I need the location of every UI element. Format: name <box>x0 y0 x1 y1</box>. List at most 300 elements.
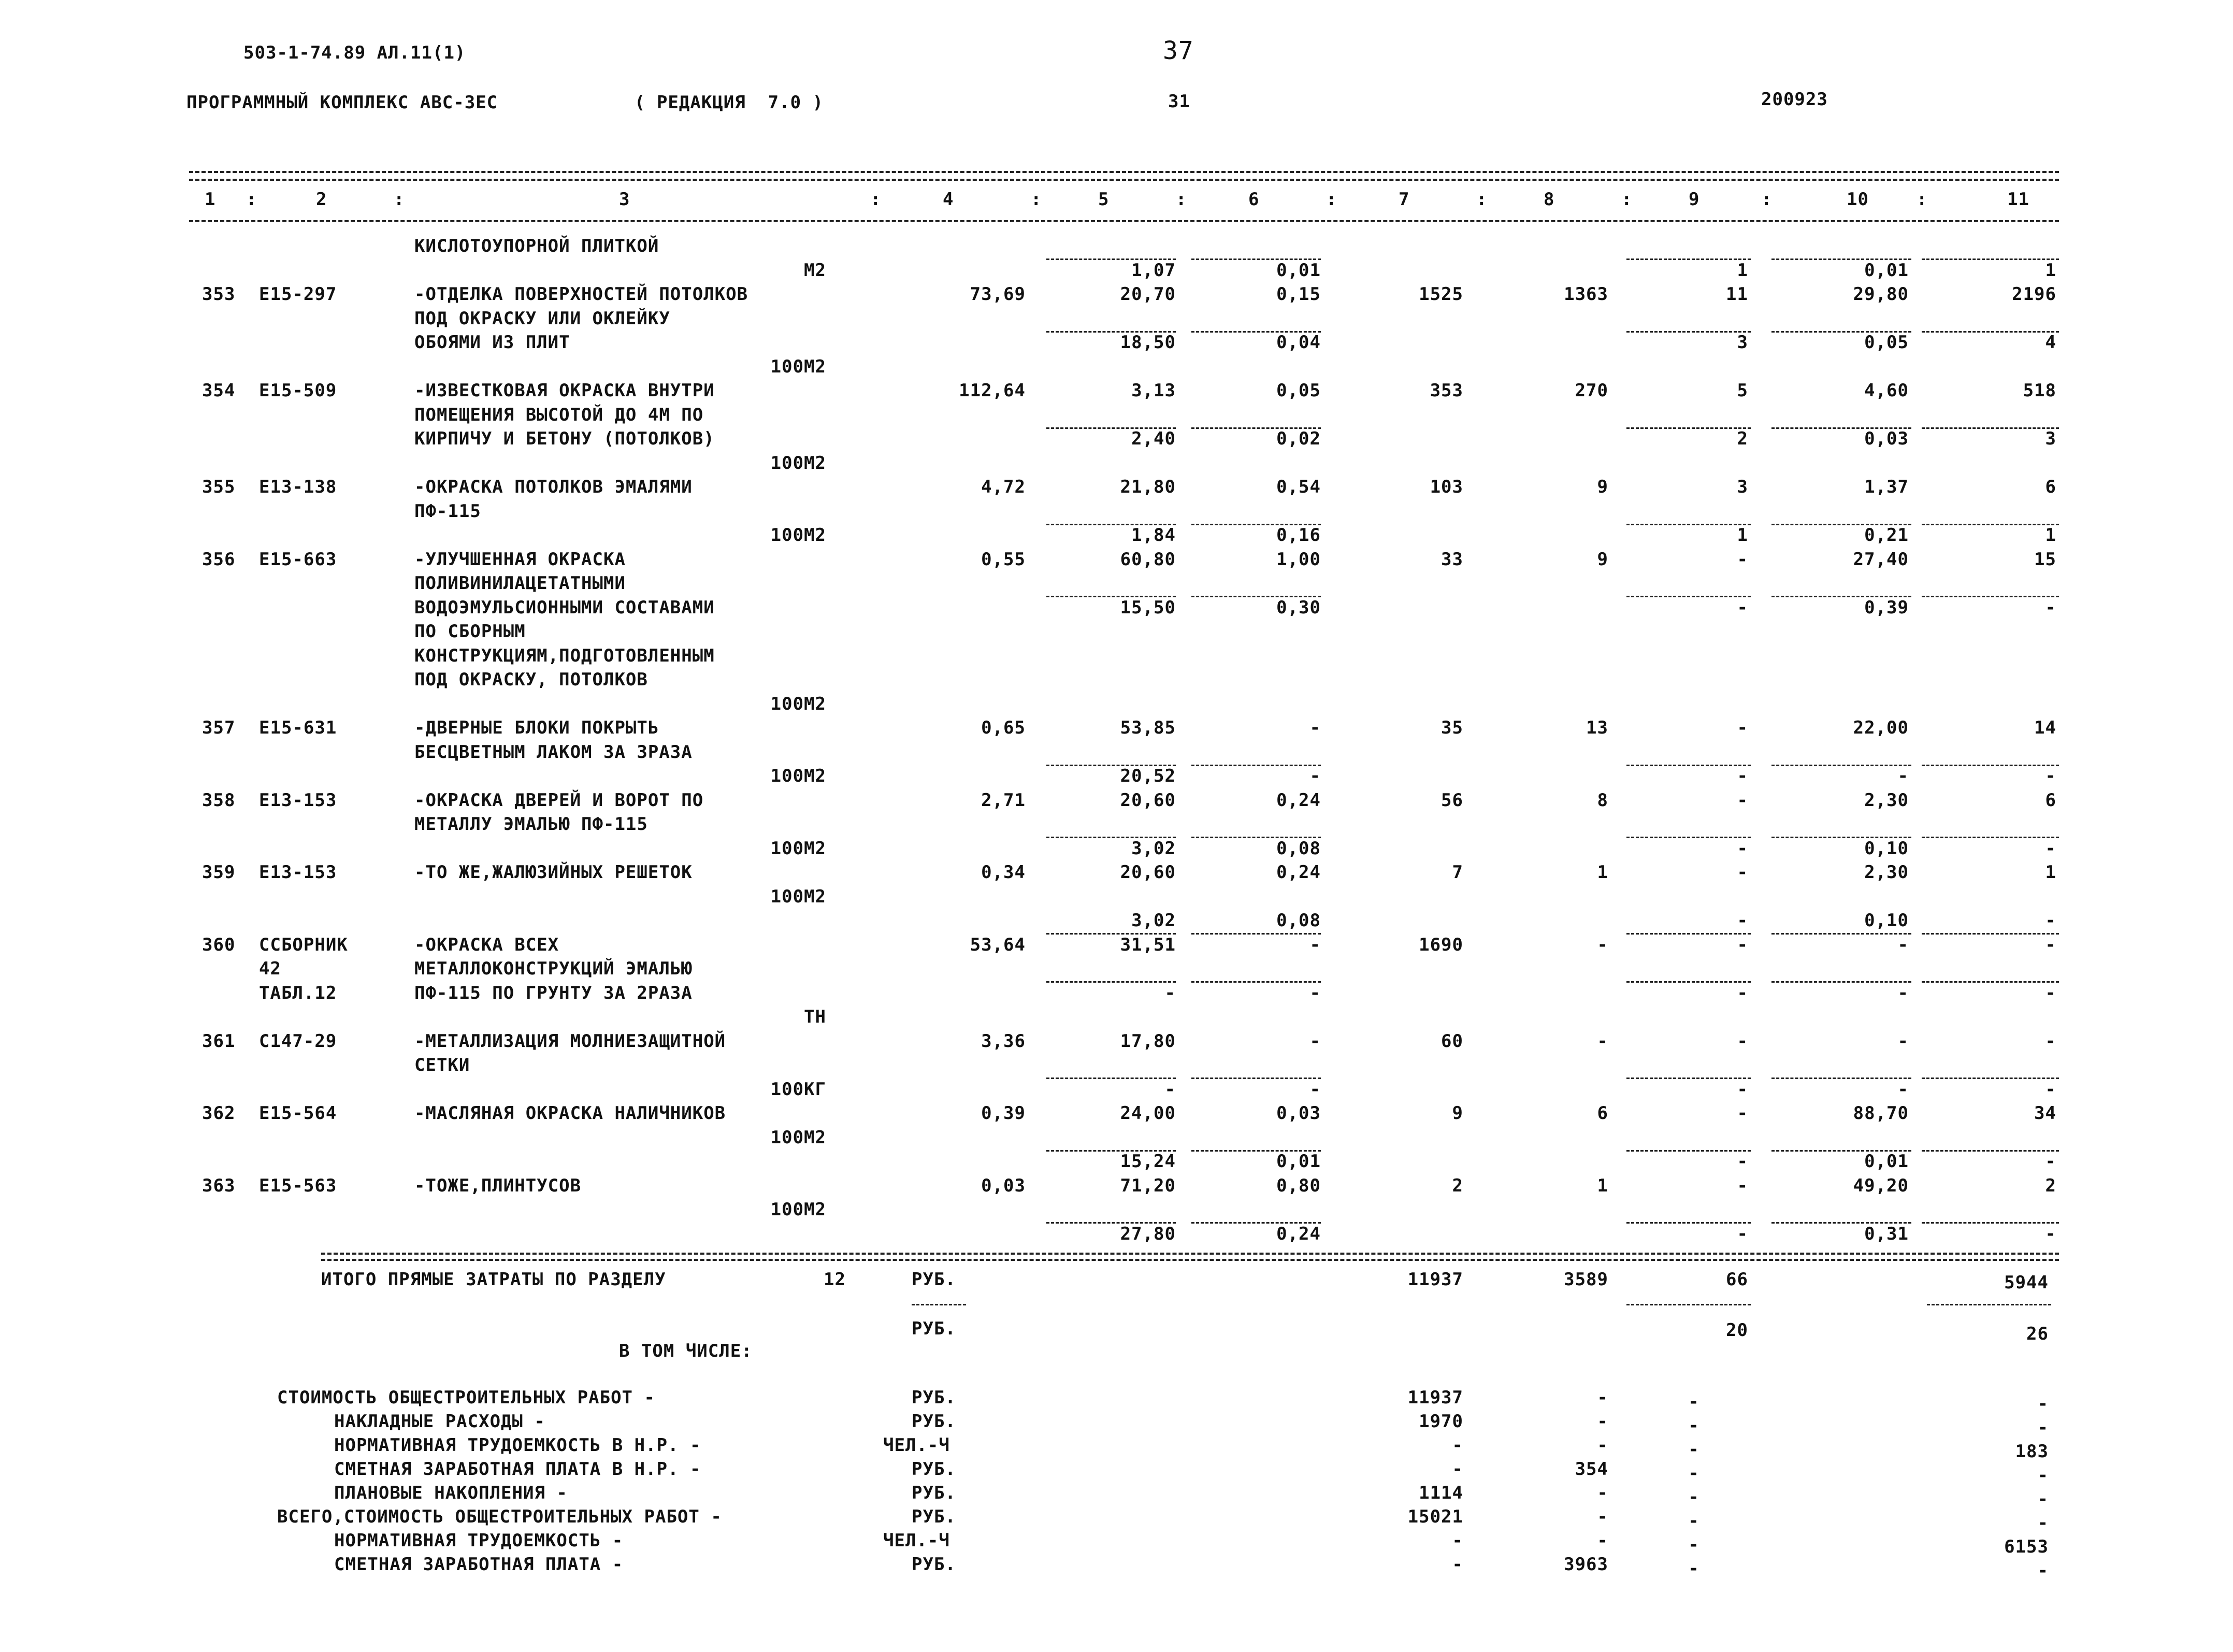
cell-c8: 270 <box>1575 380 1608 401</box>
value-separator <box>1771 524 1911 525</box>
cell-c6: 0,03 <box>1276 1103 1321 1124</box>
cell-c11: 2196 <box>2012 284 2056 305</box>
cell-c10: 1,37 <box>1864 477 1909 497</box>
cell-c6: 0,24 <box>1276 1223 1321 1244</box>
cell-desc: 100М2 <box>770 525 826 545</box>
cell-c5: 3,13 <box>1131 380 1176 401</box>
cell-no: 359 <box>202 862 236 883</box>
value-separator <box>1771 331 1911 333</box>
cell-c11: 6 <box>2045 477 2056 497</box>
cell-desc: ПОМЕЩЕНИЯ ВЫСОТОЙ ДО 4М ПО <box>414 404 704 425</box>
cell-c8: - <box>1597 934 1608 955</box>
total-c11: 5944 <box>2004 1272 2049 1293</box>
column-separator: : <box>870 189 882 210</box>
summary-c11: - <box>2037 1489 2049 1510</box>
cell-code: 42 <box>259 958 281 979</box>
summary-label: НОРМАТИВНАЯ ТРУДОЕМКОСТЬ В Н.Р. - <box>334 1435 701 1456</box>
cell-c5: 21,80 <box>1120 477 1176 497</box>
value-separator <box>1771 765 1911 766</box>
cell-c8: - <box>1597 1030 1608 1052</box>
value-separator <box>1922 1150 2059 1152</box>
value-separator <box>1191 765 1321 766</box>
summary-c9: - <box>1688 1463 1699 1484</box>
cell-desc: -ДВЕРНЫЕ БЛОКИ ПОКРЫТЬ <box>414 717 659 738</box>
cell-c11: - <box>2045 838 2056 859</box>
cell-c10: 0,01 <box>1864 1151 1909 1172</box>
summary-c7: - <box>1452 1459 1463 1479</box>
cell-c11: 1 <box>2045 260 2056 281</box>
summary-unit: РУБ. <box>912 1554 956 1575</box>
value-separator <box>1626 427 1751 429</box>
cell-c6: 0,80 <box>1276 1175 1321 1196</box>
cell-c8: 9 <box>1597 477 1608 497</box>
value-separator <box>1046 331 1176 333</box>
value-separator <box>1191 933 1321 935</box>
value-separator <box>1046 596 1176 597</box>
cell-no: 357 <box>202 717 236 738</box>
cell-c4: 112,64 <box>959 380 1026 401</box>
summary-c11: - <box>2037 1513 2049 1533</box>
value-separator <box>1771 933 1911 935</box>
cell-c10: - <box>1897 1030 1909 1052</box>
cell-c7: 7 <box>1452 862 1463 883</box>
cell-c9: 11 <box>1726 284 1748 305</box>
summary-unit: РУБ. <box>912 1411 956 1432</box>
cell-c6: - <box>1309 1030 1321 1052</box>
cell-c7: 9 <box>1452 1103 1463 1124</box>
cell-c6: 0,24 <box>1276 862 1321 883</box>
cell-c8: 9 <box>1597 549 1608 570</box>
cell-desc: -ОТДЕЛКА ПОВЕРХНОСТЕЙ ПОТОЛКОВ <box>414 284 748 305</box>
cell-c11: - <box>2045 1151 2056 1172</box>
cell-c9: - <box>1737 1151 1748 1172</box>
cell-desc: -ТОЖЕ,ПЛИНТУСОВ <box>414 1175 582 1196</box>
value-separator <box>1771 427 1911 429</box>
summary-label: СТОИМОСТЬ ОБЩЕСТРОИТЕЛЬНЫХ РАБОТ - <box>277 1387 655 1408</box>
summary-c8: - <box>1597 1506 1608 1527</box>
value-separator <box>1922 524 2059 525</box>
cell-c6: - <box>1309 982 1321 1003</box>
cell-c5: 20,60 <box>1120 789 1176 811</box>
cell-c6: - <box>1309 1079 1321 1100</box>
summary-c7: 1114 <box>1419 1483 1463 1503</box>
total-c11b: 26 <box>2026 1324 2049 1344</box>
summary-c7: 1970 <box>1419 1411 1463 1432</box>
summary-c8: - <box>1597 1411 1608 1432</box>
cell-c6: 0,16 <box>1276 525 1321 545</box>
value-separator <box>1626 933 1751 935</box>
cell-c7: 56 <box>1441 789 1463 811</box>
cell-c8: 13 <box>1586 717 1608 738</box>
total-unit-2: РУБ. <box>912 1318 956 1339</box>
cell-no: 356 <box>202 549 236 570</box>
cell-c11: 3 <box>2045 428 2056 449</box>
column-number: 1 <box>205 189 216 210</box>
value-separator <box>1046 765 1176 766</box>
cell-c4: 2,71 <box>981 789 1026 811</box>
value-separator <box>1191 331 1321 333</box>
cell-c5: 27,80 <box>1120 1223 1176 1244</box>
column-number: 7 <box>1399 189 1410 210</box>
summary-label: СМЕТНАЯ ЗАРАБОТНАЯ ПЛАТА В Н.Р. - <box>334 1459 701 1479</box>
table-header-rule <box>189 220 2059 222</box>
total-c7: 11937 <box>1407 1269 1463 1290</box>
value-separator <box>1191 524 1321 525</box>
value-separator <box>1922 765 2059 766</box>
summary-c7: - <box>1452 1554 1463 1575</box>
cell-code: Е15-631 <box>259 717 337 738</box>
value-separator <box>1922 1222 2059 1224</box>
cell-c4: 0,55 <box>981 549 1026 570</box>
value-separator <box>1771 258 1911 260</box>
cell-c7: 103 <box>1430 477 1463 497</box>
value-separator <box>1922 427 2059 429</box>
value-separator <box>1046 837 1176 838</box>
value-separator <box>1771 596 1911 597</box>
value-separator <box>1191 1150 1321 1152</box>
doc-code: 503-1-74.89 АЛ.11(1) <box>243 42 466 63</box>
cell-c5: 31,51 <box>1120 934 1176 955</box>
cell-c9: - <box>1737 766 1748 786</box>
cell-c11: - <box>2045 1030 2056 1052</box>
cell-code: Е15-663 <box>259 549 337 570</box>
value-separator <box>1922 837 2059 838</box>
cell-c9: - <box>1737 789 1748 811</box>
cell-c7: 353 <box>1430 380 1463 401</box>
total-label: ИТОГО ПРЯМЫЕ ЗАТРАТЫ ПО РАЗДЕЛУ <box>321 1269 666 1290</box>
cell-desc: 100М2 <box>770 693 826 714</box>
summary-c9: - <box>1688 1534 1699 1555</box>
cell-desc: 100М2 <box>770 356 826 377</box>
cell-desc: 100КГ <box>770 1079 826 1100</box>
cell-desc: ПО СБОРНЫМ <box>414 621 526 642</box>
summary-c11: - <box>2037 1560 2049 1581</box>
cell-c10: 0,01 <box>1864 260 1909 281</box>
cell-desc: -УЛУЧШЕННАЯ ОКРАСКА <box>414 549 626 570</box>
cell-c5: - <box>1164 982 1176 1003</box>
column-number: 10 <box>1847 189 1869 210</box>
value-separator <box>1046 1150 1176 1152</box>
cell-c10: 0,05 <box>1864 332 1909 353</box>
total-unit-rule <box>912 1304 966 1305</box>
cell-c4: 0,39 <box>981 1103 1026 1124</box>
total-c9: 66 <box>1726 1269 1748 1290</box>
cell-desc: ОБОЯМИ ИЗ ПЛИТ <box>414 332 570 353</box>
value-separator <box>1191 596 1321 597</box>
cell-c10: 0,10 <box>1864 838 1909 859</box>
cell-no: 354 <box>202 380 236 401</box>
value-separator <box>1191 837 1321 838</box>
column-separator: : <box>1917 189 1928 210</box>
summary-c11: - <box>2037 1465 2049 1486</box>
summary-unit: РУБ. <box>912 1506 956 1527</box>
value-separator <box>1626 258 1751 260</box>
value-separator <box>1626 1222 1751 1224</box>
value-separator <box>1626 331 1751 333</box>
cell-c8: 1 <box>1597 862 1608 883</box>
cell-desc: -ИЗВЕСТКОВАЯ ОКРАСКА ВНУТРИ <box>414 380 715 401</box>
sheet-number: 37 <box>1163 36 1194 65</box>
value-separator <box>1046 524 1176 525</box>
value-separator <box>1046 933 1176 935</box>
table-top-rule-2 <box>189 179 2059 181</box>
summary-c7: 15021 <box>1407 1506 1463 1527</box>
cell-c11: - <box>2045 766 2056 786</box>
column-number: 8 <box>1544 189 1555 210</box>
cell-no: 353 <box>202 284 236 305</box>
column-number: 9 <box>1689 189 1700 210</box>
cell-no: 363 <box>202 1175 236 1196</box>
column-number: 4 <box>943 189 954 210</box>
cell-c4: 0,34 <box>981 862 1026 883</box>
cell-c6: 1,00 <box>1276 549 1321 570</box>
cell-c7: 1525 <box>1419 284 1463 305</box>
cell-c10: 49,20 <box>1853 1175 1909 1196</box>
cell-c9: 3 <box>1737 332 1748 353</box>
cell-c5: 2,40 <box>1131 428 1176 449</box>
cell-c9: - <box>1737 1030 1748 1052</box>
cell-c10: 0,31 <box>1864 1223 1909 1244</box>
column-separator: : <box>1031 189 1042 210</box>
summary-c11: 6153 <box>2004 1536 2049 1557</box>
value-separator <box>1771 981 1911 983</box>
cell-code: Е15-297 <box>259 284 337 305</box>
cell-code: Е13-153 <box>259 862 337 883</box>
cell-c5: 20,70 <box>1120 284 1176 305</box>
summary-c11: - <box>2037 1417 2049 1438</box>
doc-id: 200923 <box>1761 89 1828 110</box>
cell-c11: 34 <box>2034 1103 2056 1124</box>
cell-c10: 2,30 <box>1864 789 1909 811</box>
cell-c5: 1,84 <box>1131 525 1176 545</box>
cell-c9: - <box>1737 910 1748 931</box>
cell-c5: 24,00 <box>1120 1103 1176 1124</box>
summary-c7: 11937 <box>1407 1387 1463 1408</box>
summary-unit: РУБ. <box>912 1387 956 1408</box>
cell-c7: 60 <box>1441 1030 1463 1052</box>
cell-desc: КИРПИЧУ И БЕТОНУ (ПОТОЛКОВ) <box>414 428 715 449</box>
summary-c9: - <box>1688 1391 1699 1412</box>
cell-c5: 60,80 <box>1120 549 1176 570</box>
cell-c9: - <box>1737 1223 1748 1244</box>
cell-c4: 0,03 <box>981 1175 1026 1196</box>
value-separator <box>1771 1222 1911 1224</box>
cell-c4: 3,36 <box>981 1030 1026 1052</box>
cell-c10: 4,60 <box>1864 380 1909 401</box>
cell-desc: -ТО ЖЕ,ЖАЛЮЗИЙНЫХ РЕШЕТОК <box>414 862 693 883</box>
cell-desc: СЕТКИ <box>414 1055 470 1075</box>
cell-desc: 100М2 <box>770 766 826 786</box>
cell-desc: КИСЛОТОУПОРНОЙ ПЛИТКОЙ <box>414 236 659 256</box>
cell-c11: 1 <box>2045 862 2056 883</box>
summary-unit: РУБ. <box>912 1459 956 1479</box>
summary-unit: ЧЕЛ.-Ч <box>883 1530 950 1551</box>
cell-c7: 35 <box>1441 717 1463 738</box>
cell-c6: 0,01 <box>1276 260 1321 281</box>
cell-no: 362 <box>202 1103 236 1124</box>
summary-label: НАКЛАДНЫЕ РАСХОДЫ - <box>334 1411 545 1432</box>
cell-c9: - <box>1737 1079 1748 1100</box>
value-separator <box>1771 1078 1911 1079</box>
page-number: 31 <box>1168 91 1190 112</box>
cell-code: Е13-138 <box>259 477 337 497</box>
cell-c4: 4,72 <box>981 477 1026 497</box>
value-separator <box>1191 258 1321 260</box>
value-separator <box>1771 1150 1911 1152</box>
cell-c10: 0,21 <box>1864 525 1909 545</box>
cell-c6: 0,05 <box>1276 380 1321 401</box>
summary-c8: 3963 <box>1564 1554 1608 1575</box>
cell-c11: - <box>2045 910 2056 931</box>
cell-desc: 100М2 <box>770 452 826 473</box>
cell-c10: 0,03 <box>1864 428 1909 449</box>
summary-c7: - <box>1452 1530 1463 1551</box>
value-separator <box>1046 981 1176 983</box>
cell-desc: ПОЛИВИНИЛАЦЕТАТНЫМИ <box>414 573 626 594</box>
value-separator <box>1626 981 1751 983</box>
value-separator <box>1046 427 1176 429</box>
cell-desc: ПОД ОКРАСКУ, ПОТОЛКОВ <box>414 669 648 690</box>
cell-c5: 3,02 <box>1131 838 1176 859</box>
cell-c11: - <box>2045 982 2056 1003</box>
column-number: 11 <box>2007 189 2029 210</box>
cell-c5: 17,80 <box>1120 1030 1176 1052</box>
cell-c5: 15,24 <box>1120 1151 1176 1172</box>
column-number: 5 <box>1098 189 1110 210</box>
value-separator <box>1922 933 2059 935</box>
cell-c11: - <box>2045 934 2056 955</box>
cell-c5: 1,07 <box>1131 260 1176 281</box>
cell-code: ТАБЛ.12 <box>259 982 337 1003</box>
edition: ( РЕДАКЦИЯ 7.0 ) <box>635 92 824 113</box>
value-separator <box>1771 837 1911 838</box>
summary-c8: - <box>1597 1387 1608 1408</box>
cell-c5: 20,60 <box>1120 862 1176 883</box>
value-separator <box>1191 1078 1321 1079</box>
cell-c10: 0,10 <box>1864 910 1909 931</box>
value-separator <box>1191 427 1321 429</box>
cell-code: Е13-153 <box>259 789 337 811</box>
cell-desc: 100М2 <box>770 886 826 907</box>
cell-c9: - <box>1737 838 1748 859</box>
cell-c7: 1690 <box>1419 934 1463 955</box>
cell-no: 358 <box>202 789 236 811</box>
cell-code: Е15-563 <box>259 1175 337 1196</box>
cell-c5: 3,02 <box>1131 910 1176 931</box>
table-bottom-rule-2 <box>321 1259 2059 1261</box>
cell-c6: 0,01 <box>1276 1151 1321 1172</box>
value-separator <box>1046 1222 1176 1224</box>
cell-no: 360 <box>202 934 236 955</box>
cell-c9: 5 <box>1737 380 1748 401</box>
cell-c7: 2 <box>1452 1175 1463 1196</box>
summary-c7: - <box>1452 1435 1463 1456</box>
cell-c6: 0,02 <box>1276 428 1321 449</box>
cell-c5: 18,50 <box>1120 332 1176 353</box>
value-separator <box>1191 1222 1321 1224</box>
cell-desc: -ОКРАСКА ПОТОЛКОВ ЭМАЛЯМИ <box>414 477 693 497</box>
cell-desc: МЕТАЛЛОКОНСТРУКЦИЙ ЭМАЛЬЮ <box>414 958 693 979</box>
total-section: 12 <box>824 1269 846 1290</box>
cell-c11: 518 <box>2023 380 2056 401</box>
cell-c6: 0,30 <box>1276 597 1321 618</box>
cell-c10: - <box>1897 982 1909 1003</box>
cell-desc: БЕСЦВЕТНЫМ ЛАКОМ ЗА 3РАЗА <box>414 741 693 763</box>
total-c9b: 20 <box>1726 1320 1748 1341</box>
cell-c5: 53,85 <box>1120 717 1176 738</box>
value-separator <box>1626 837 1751 838</box>
column-separator: : <box>1176 189 1187 210</box>
column-number: 3 <box>619 189 630 210</box>
cell-c6: 0,04 <box>1276 332 1321 353</box>
cell-c11: 15 <box>2034 549 2056 570</box>
column-separator: : <box>1326 189 1337 210</box>
value-separator <box>1922 331 2059 333</box>
column-number: 2 <box>316 189 327 210</box>
cell-c5: - <box>1164 1079 1176 1100</box>
summary-label: СМЕТНАЯ ЗАРАБОТНАЯ ПЛАТА - <box>334 1554 624 1575</box>
summary-unit: ЧЕЛ.-Ч <box>883 1435 950 1456</box>
value-separator <box>1626 1078 1751 1079</box>
cell-code: ССБОРНИК <box>259 934 348 955</box>
cell-c6: - <box>1309 717 1321 738</box>
cell-c10: - <box>1897 766 1909 786</box>
cell-c11: - <box>2045 1223 2056 1244</box>
cell-c9: - <box>1737 597 1748 618</box>
cell-c11: - <box>2045 1079 2056 1100</box>
cell-desc: ТН <box>804 1007 826 1027</box>
cell-c8: 8 <box>1597 789 1608 811</box>
cell-c9: - <box>1737 982 1748 1003</box>
column-separator: : <box>1761 189 1773 210</box>
cell-desc: ПФ-115 ПО ГРУНТУ ЗА 2РАЗА <box>414 982 693 1003</box>
total-c8: 3589 <box>1564 1269 1608 1290</box>
value-separator <box>1626 524 1751 525</box>
summary-label: НОРМАТИВНАЯ ТРУДОЕМКОСТЬ - <box>334 1530 624 1551</box>
cell-desc: ПФ-115 <box>414 500 481 522</box>
total-c9-rule <box>1626 1304 1751 1305</box>
value-separator <box>1922 981 2059 983</box>
cell-c9: - <box>1737 934 1748 955</box>
summary-c8: 354 <box>1575 1459 1608 1479</box>
cell-c5: 71,20 <box>1120 1175 1176 1196</box>
value-separator <box>1922 1078 2059 1079</box>
cell-desc: МЕТАЛЛУ ЭМАЛЬЮ ПФ-115 <box>414 814 648 835</box>
value-separator <box>1922 258 2059 260</box>
value-separator <box>1626 1150 1751 1152</box>
table-top-rule-1 <box>189 171 2059 173</box>
cell-c9: 2 <box>1737 428 1748 449</box>
summary-label: ВСЕГО,СТОИМОСТЬ ОБЩЕСТРОИТЕЛЬНЫХ РАБОТ - <box>277 1506 722 1527</box>
cell-c9: - <box>1737 1175 1748 1196</box>
table-bottom-rule-1 <box>321 1253 2059 1255</box>
value-separator <box>1626 765 1751 766</box>
cell-desc: ПОД ОКРАСКУ ИЛИ ОКЛЕЙКУ <box>414 308 670 329</box>
cell-c9: - <box>1737 862 1748 883</box>
summary-c9: - <box>1688 1439 1699 1460</box>
cell-c11: 2 <box>2045 1175 2056 1196</box>
cell-c9: 1 <box>1737 525 1748 545</box>
cell-c9: - <box>1737 549 1748 570</box>
cell-c6: 0,54 <box>1276 477 1321 497</box>
summary-c9: - <box>1688 1487 1699 1507</box>
cell-desc: 100М2 <box>770 838 826 859</box>
cell-c5: 20,52 <box>1120 766 1176 786</box>
summary-c9: - <box>1688 1558 1699 1579</box>
cell-c10: 0,39 <box>1864 597 1909 618</box>
summary-c11: 183 <box>2015 1441 2049 1462</box>
value-separator <box>1626 596 1751 597</box>
